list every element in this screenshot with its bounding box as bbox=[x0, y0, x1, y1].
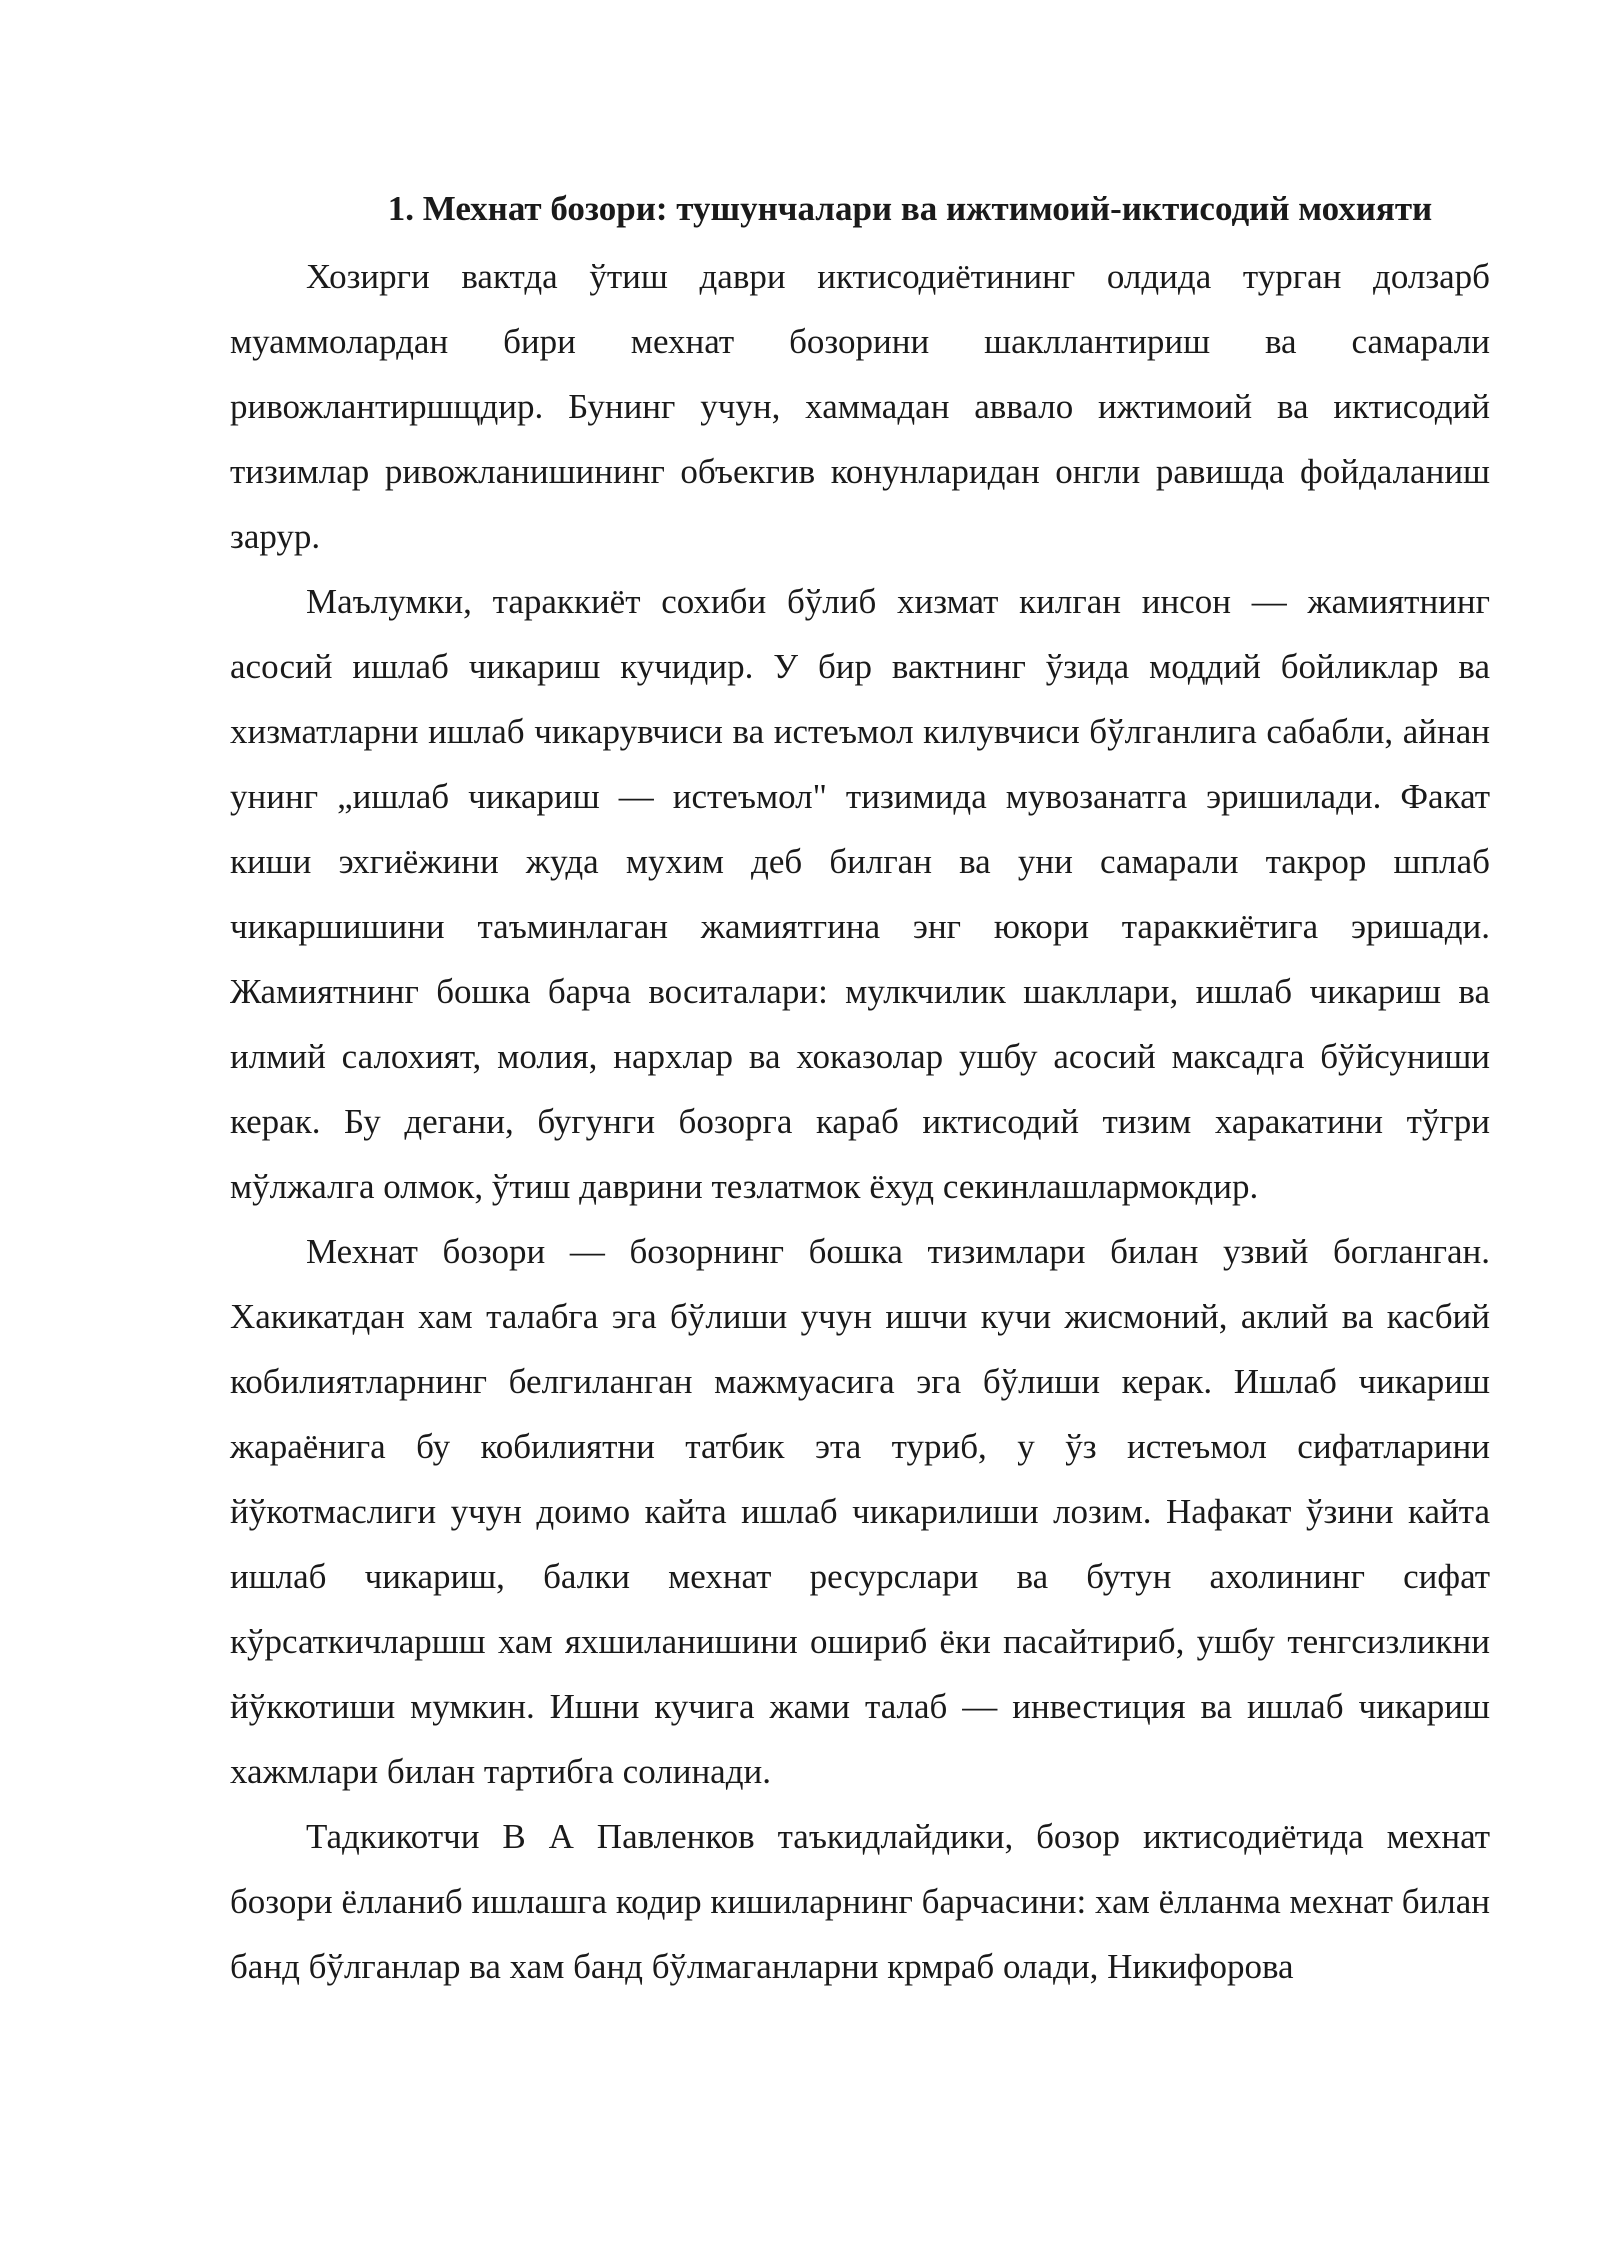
section-heading: 1. Мехнат бозори: тушунчалари ва ижтимоий-иктисодий мохияти bbox=[387, 189, 1433, 228]
paragraph-3: Мехнат бозори — бозорнинг бошка тизимлари билан узвий богланган. Хакикатдан хам талабга эга бўлиши учун ишчи кучи жисмоний, аклий ва касбий кобилиятларнинг белгиланган мажмуасига эга бўлиши керак. Ишлаб чикариш жараёнига бу кобилиятни татбик эта туриб, у ўз истеъмол сифатларини йўкотмаслиги учун доимо кайта ишлаб чикарилиши лозим. Нафакат ўзини кайта ишлаб чикариш, балки мехнат ресурслари ва бутун ахолининг сифат кўрсаткичларшш хам яхшиланишини ошириб ёки пасайтириб, ушбу тенгсизликни йўккотиши мумкин. Ишни кучига жами талаб — инвестиция ва ишлаб чикариш хажмлари билан тартибга солинади. bbox=[230, 1232, 1490, 1791]
document-body bbox=[230, 178, 1490, 1999]
paragraph-2: Маълумки, тараккиёт сохиби бўлиб хизмат килган инсон — жамиятнинг асосий ишлаб чикариш кучидир. У бир вактнинг ўзида моддий бойликлар ва хизматларни ишлаб чикарувчиси ва истеъмол килувчиси бўлганлига сабабли, айнан унинг „ишлаб чикариш — истеъмол" тизимида мувозанатга эришилади. Факат киши эхгиёжини жуда мухим деб билган ва уни самарали такрор шплаб чикаршишини таъминлаган жамиятгина энг юкори тараккиётига эришади. Жамиятнинг бошка барча воситалари: мулкчилик шакллари, ишлаб чикариш ва илмий салохият, молия, нархлар ва хоказолар ушбу асосий максадга бўйсуниши керак. Бу дегани, бугунги бозорга караб иктисодий тизим харакатини тўгри мўлжалга олмок, ўтиш даврини тезлатмок ёхуд секинлашлармокдир. bbox=[230, 582, 1490, 1206]
paragraph-1: Хозирги вактда ўтиш даври иктисодиётининг олдида турган долзарб муаммолардан бири мехнат бозорини шакллантириш ва самарали ривожлантиршщдир. Бунинг учун, хаммадан аввало ижтимоий ва иктисодий тизимлар ривожланишининг объекгив конунларидан онгли равишда фойдаланиш зарур. bbox=[230, 257, 1490, 556]
paragraph-4: Тадкикотчи В А Павленков таъкидлайдики, бозор иктисодиётида мехнат бозори ёлланиб ишлашга кодир кишиларнинг барчасини: хам ёлланма мехнат билан банд бўлганлар ва хам банд бўлмаганларни крмраб олади, Никифорова bbox=[230, 1817, 1490, 1986]
